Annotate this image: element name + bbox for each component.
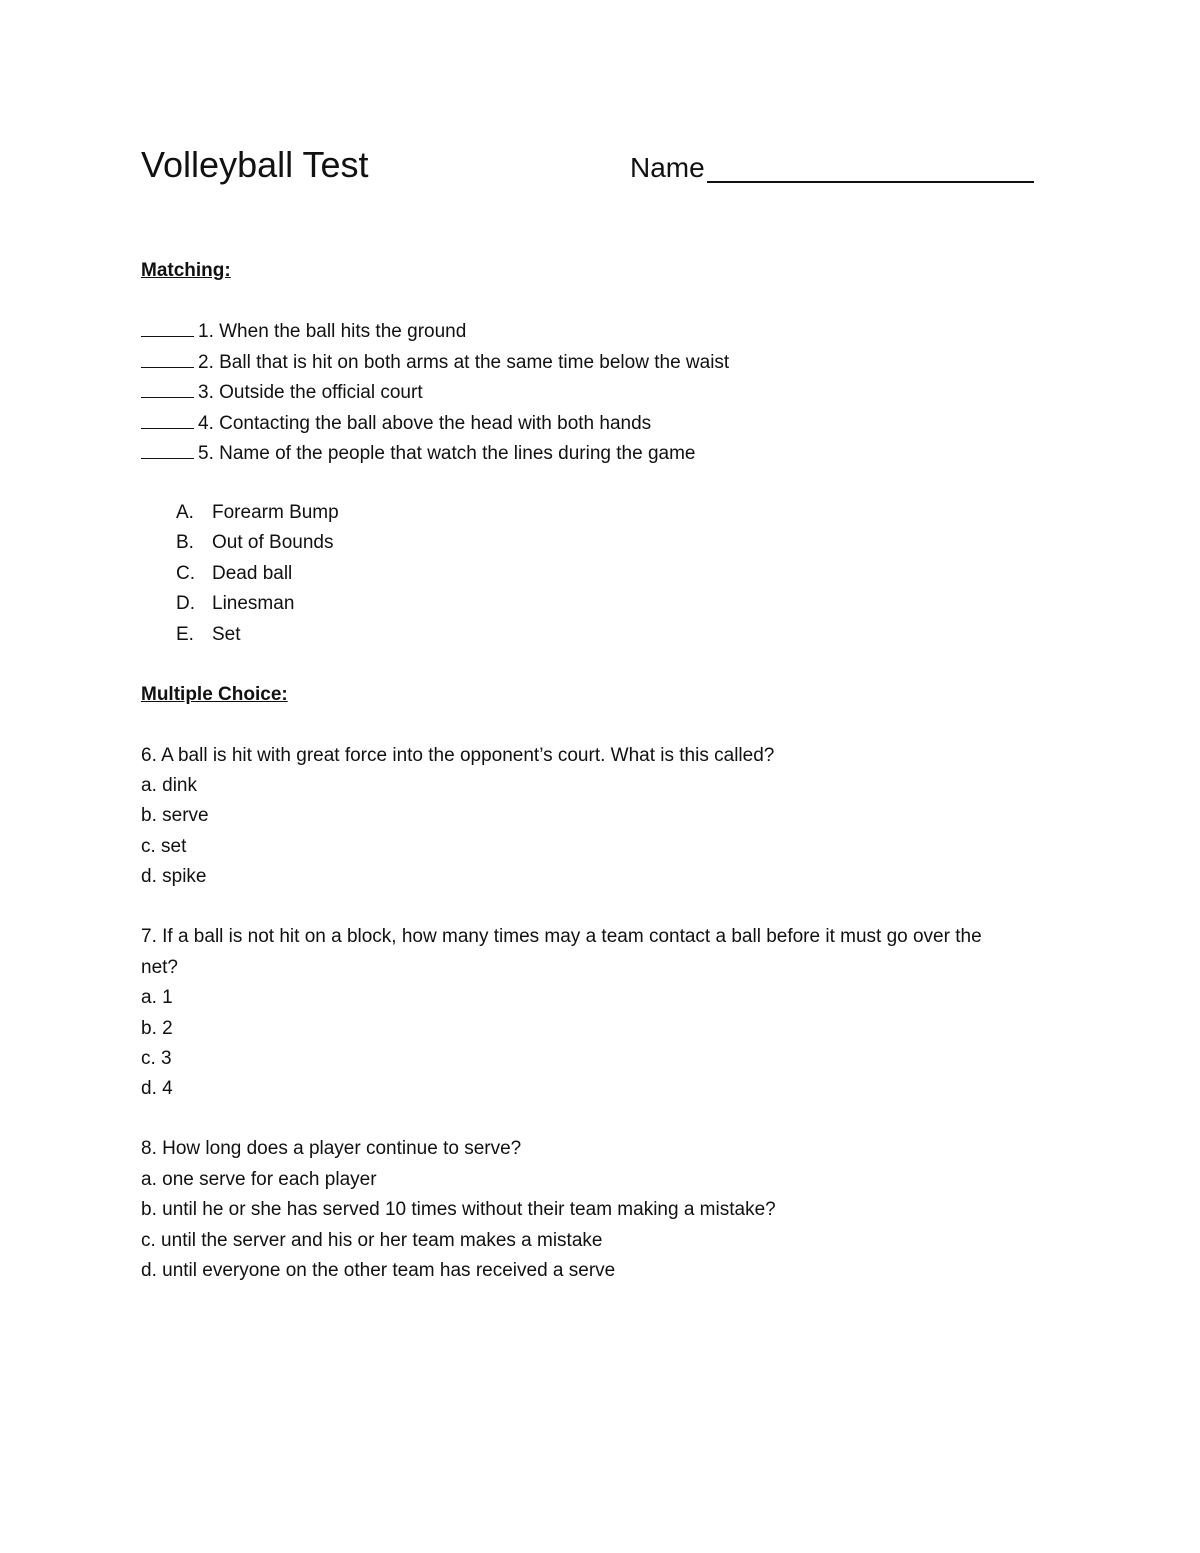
question-option: c. 3 [141, 1048, 172, 1069]
choice-letter: C. [176, 563, 195, 584]
choice-letter: E. [176, 624, 194, 645]
answer-blank [141, 379, 194, 398]
choice-letter: B. [176, 532, 194, 553]
name-label: Name [630, 152, 705, 183]
choice-letter: D. [176, 593, 195, 614]
question-text: 6. A ball is hit with great force into the opponent’s court. What is this called? [141, 745, 775, 766]
matching-choice [176, 561, 292, 587]
choice-text: Dead ball [212, 563, 293, 584]
question-option: a. 1 [141, 987, 173, 1008]
matching-choice [176, 530, 333, 556]
matching-item-text: 2. Ball that is hit on both arms at the same time below the waist [198, 352, 730, 373]
answer-blank [141, 440, 194, 459]
matching-choice [176, 500, 339, 526]
multiple-choice-heading: Multiple Choice: [141, 684, 288, 705]
question-text: 7. If a ball is not hit on a block, how many times may a team contact a ball before it must go over the [141, 926, 982, 947]
question-option: a. dink [141, 775, 197, 796]
choice-text: Linesman [212, 593, 295, 614]
matching-choice [176, 622, 241, 648]
answer-blank [141, 318, 194, 337]
question-option: c. set [141, 836, 187, 857]
matching-item [141, 410, 651, 437]
page-title: Volleyball Test [141, 144, 369, 185]
choice-letter: A. [176, 502, 194, 523]
answer-blank [141, 410, 194, 429]
question-option: d. 4 [141, 1078, 173, 1099]
question-option: d. spike [141, 866, 207, 887]
matching-item-text: 1. When the ball hits the ground [198, 321, 467, 342]
question-text-continued: net? [141, 957, 178, 978]
choice-text: Out of Bounds [212, 532, 334, 553]
question-option: c. until the server and his or her team makes a mistake [141, 1230, 603, 1251]
choice-text: Set [212, 624, 241, 645]
question-option: b. 2 [141, 1018, 173, 1039]
matching-item-text: 3. Outside the official court [198, 382, 423, 403]
name-blank-line [707, 181, 1034, 183]
matching-item [141, 440, 695, 467]
matching-heading: Matching: [141, 260, 231, 281]
choice-text: Forearm Bump [212, 502, 339, 523]
matching-item [141, 349, 729, 376]
question-option: b. serve [141, 805, 209, 826]
question-option: a. one serve for each player [141, 1169, 377, 1190]
question-option: b. until he or she has served 10 times without their team making a mistake? [141, 1199, 776, 1220]
matching-item-text: 5. Name of the people that watch the lines during the game [198, 443, 696, 464]
matching-item [141, 379, 423, 406]
matching-choice [176, 591, 294, 617]
question-option: d. until everyone on the other team has received a serve [141, 1260, 616, 1281]
matching-item [141, 318, 466, 345]
matching-item-text: 4. Contacting the ball above the head with both hands [198, 413, 652, 434]
question-text: 8. How long does a player continue to serve? [141, 1138, 522, 1159]
answer-blank [141, 349, 194, 368]
